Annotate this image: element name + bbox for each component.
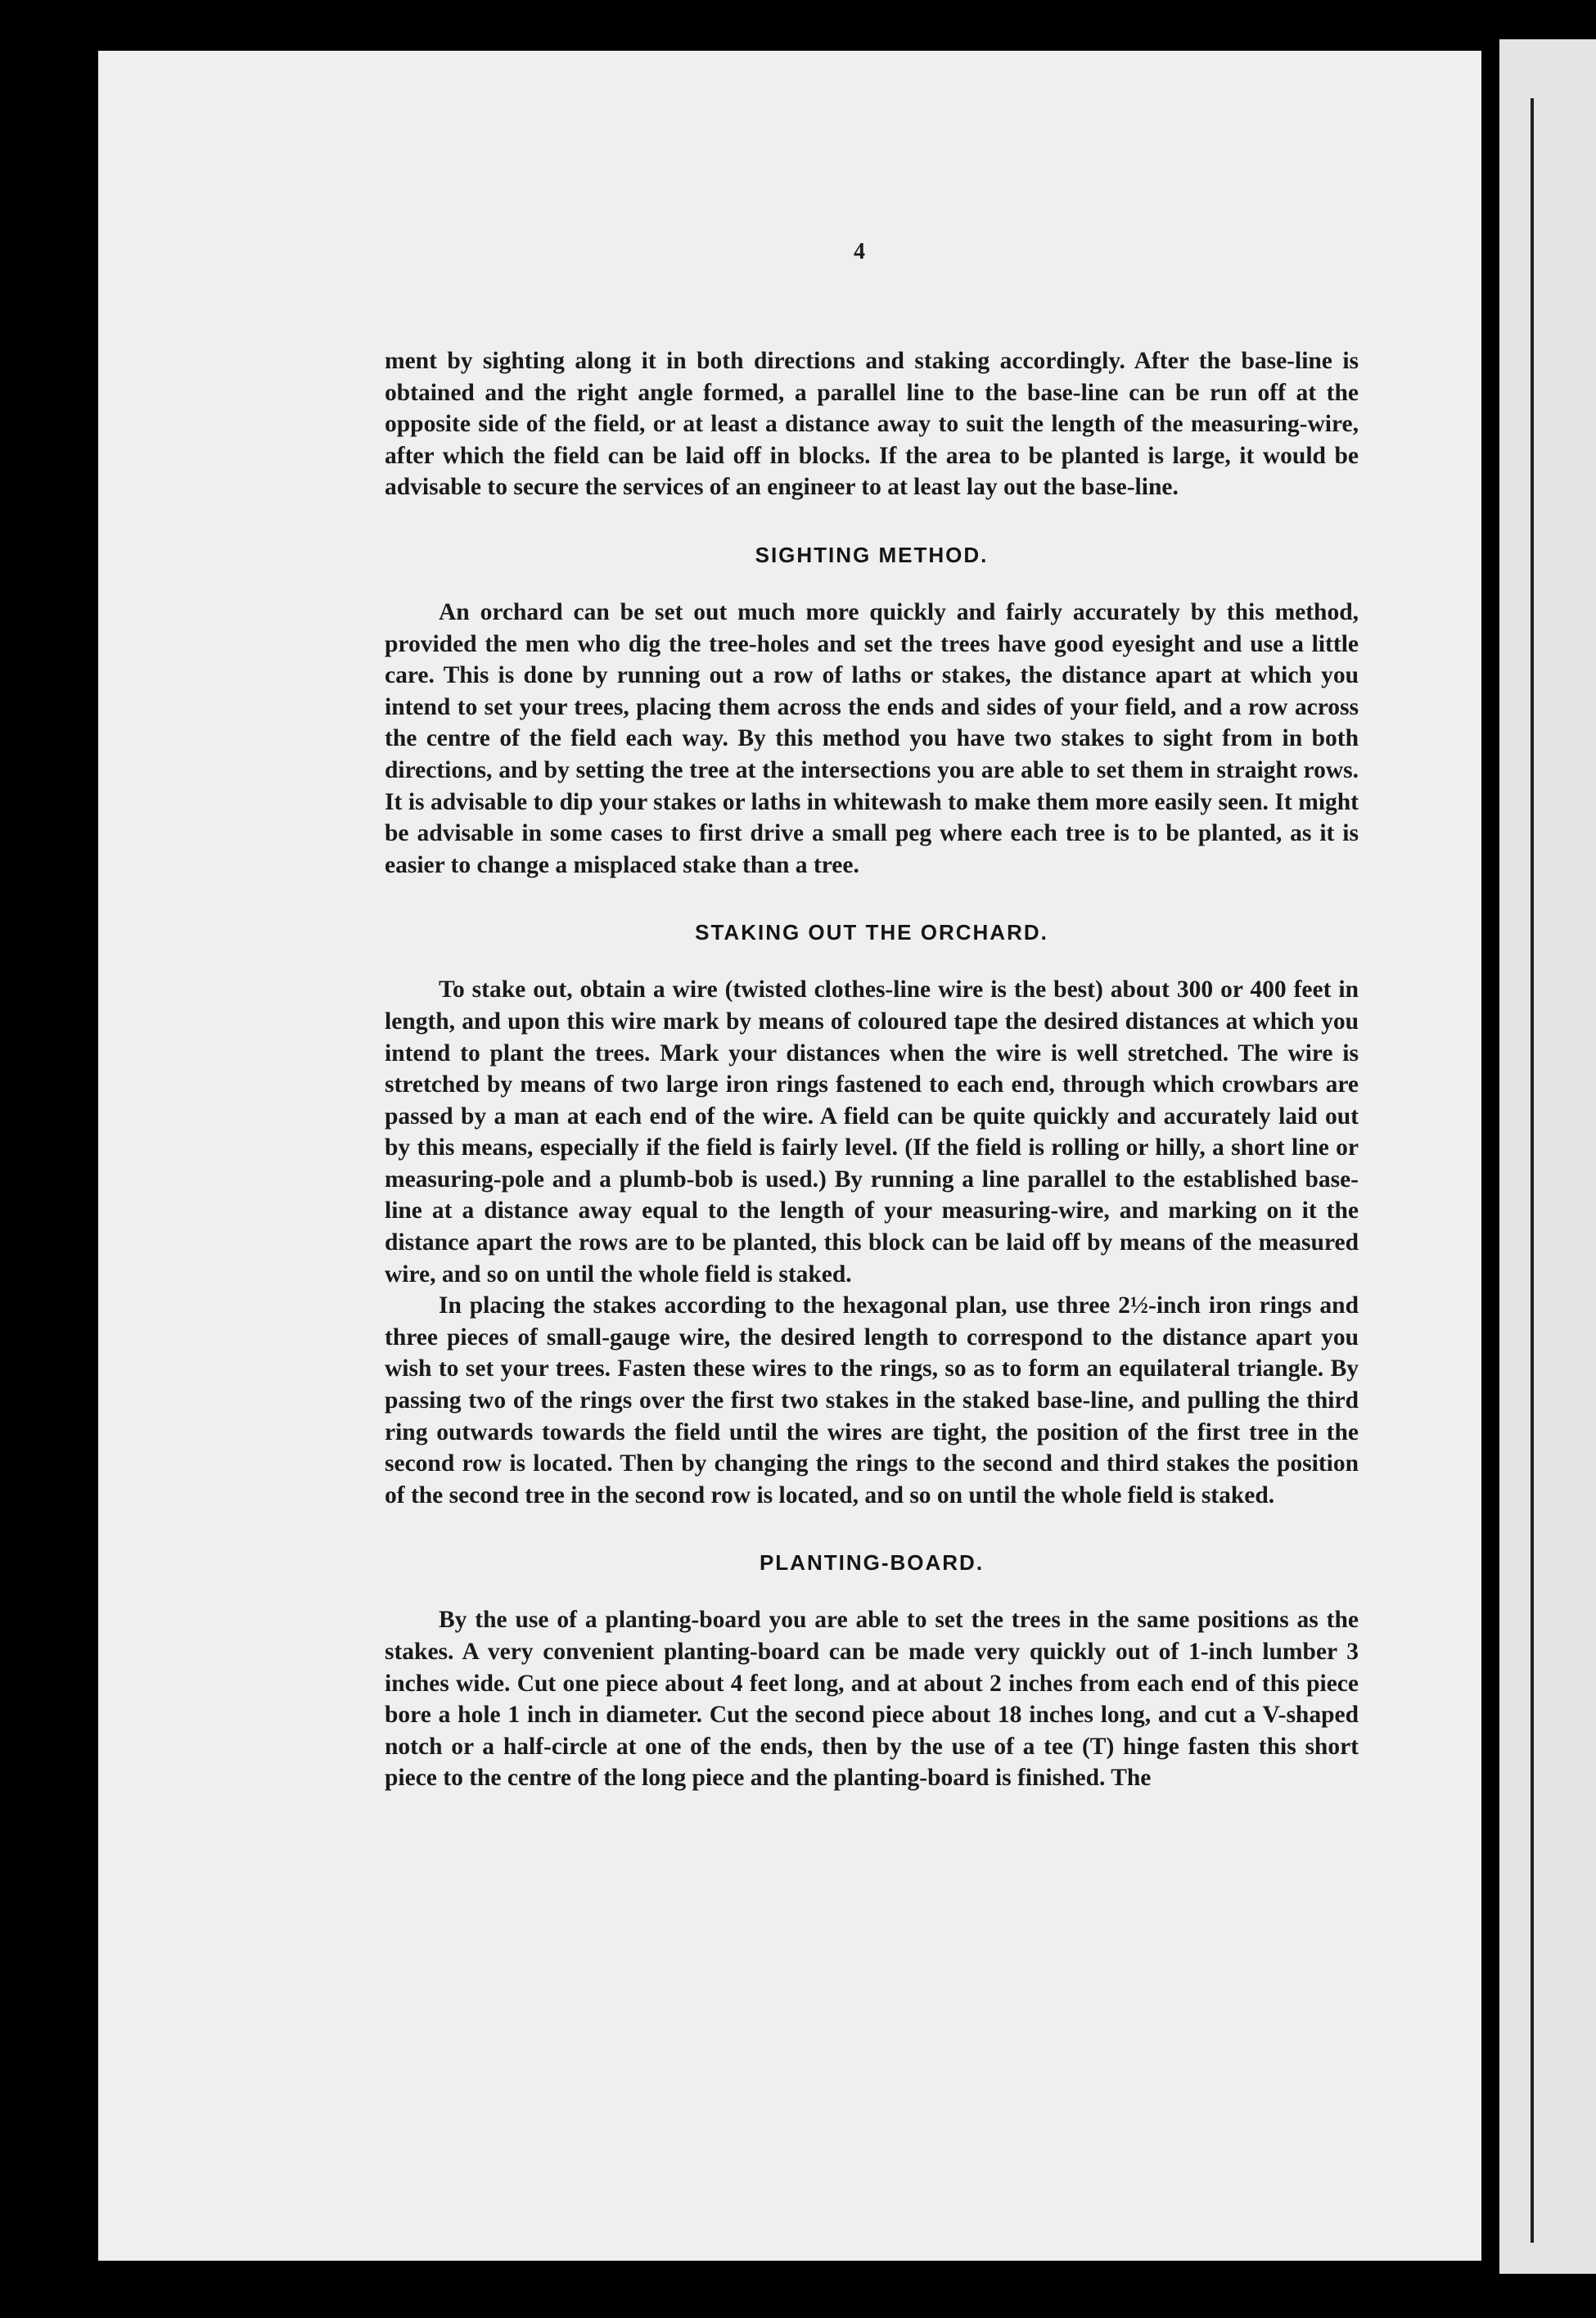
paragraph-hexagonal-plan: In placing the stakes according to the hexagonal plan, use three 2½-inch iron rings and three pieces of small-gauge wire, the desired length to correspond to the distance apart you wish to set your trees. Fasten these wires to the rings, so as to form an equilateral triangle. By passing two of the rings over the first two stakes in the staked base-line, and pulling the third ring outwards towards the field until the wires are tight, the position of the first tree in the second row is located. Then by changing the rings to the second and third stakes the position of the second tree in the second row is located, and so on until the whole field is staked. — [385, 1292, 1359, 1509]
heading-planting-board: PLANTING-BOARD. — [759, 1550, 985, 1576]
heading-staking-out: STAKING OUT THE ORCHARD. — [695, 920, 1048, 945]
facing-page-edge — [1499, 39, 1596, 2274]
page-body — [385, 345, 1359, 1794]
heading-sighting-method: SIGHTING METHOD. — [755, 542, 989, 567]
paragraph-staking-out: To stake out, obtain a wire (twisted clothes-line wire is the best) about 300 or 400 feet in length, and upon this wire mark by means of coloured tape the desired distances at which you intend to plant the trees. Mark your distances when the wire is well stretched. The wire is stretched by means of two large iron rings fastened to each end, through which crowbars are passed by a man at each end of the wire. A field can be quite quickly and accurately laid out by this means, especially if the field is fairly level. (If the field is rolling or hilly, a short line or measuring-pole and a plumb-bob is used.) By running a line parallel to the established base-line at a distance away equal to the length of your measuring-wire, and marking on it the distance apart the rows are to be planted, this block can be laid off by means of the measured wire, and so on until the whole field is staked. — [385, 976, 1359, 1288]
page-number: 4 — [854, 239, 865, 264]
paragraph-continuation: ment by sighting along it in both directions and staking accordingly. After the base-line is obtained and the right angle formed, a parallel line to the base-line can be run off at the opposite side of the field, or at least a distance away to suit the length of the measuring-wire, after which the field can be laid off in blocks. If the area to be planted is large, it would be advisable to secure the services of an engineer to at least lay out the base-line. — [385, 348, 1359, 501]
page-gutter-line — [1531, 98, 1534, 2243]
paragraph-sighting-method: An orchard can be set out much more quickly and fairly accurately by this method, provided the men who dig the tree-holes and set the trees have good eyesight and use a little care. This is done by running out a row of laths or stakes, the distance apart at which you intend to set your trees, placing them across the ends and sides of your field, and a row across the centre of the field each way. By this method you have two stakes to sight from in both directions, and by setting the tree at the intersections you are able to set them in straight rows. It is advisable to dip your stakes or laths in whitewash to make them more easily seen. It might be advisable in some cases to first drive a small peg where each tree is to be planted, as it is easier to change a misplaced stake than a tree. — [385, 598, 1359, 878]
paragraph-planting-board: By the use of a planting-board you are able to set the trees in the same positions as the stakes. A very convenient planting-board can be made very quickly out of 1-inch lumber 3 inches wide. Cut one piece about 4 feet long, and at about 2 inches from each end of this piece bore a hole 1 inch in diameter. Cut the second piece about 18 inches long, and cut a V-shaped notch or a half-circle at one of the ends, then by the use of a tee (T) hinge fasten this short piece to the centre of the long piece and the planting-board is finished. The — [385, 1607, 1359, 1792]
